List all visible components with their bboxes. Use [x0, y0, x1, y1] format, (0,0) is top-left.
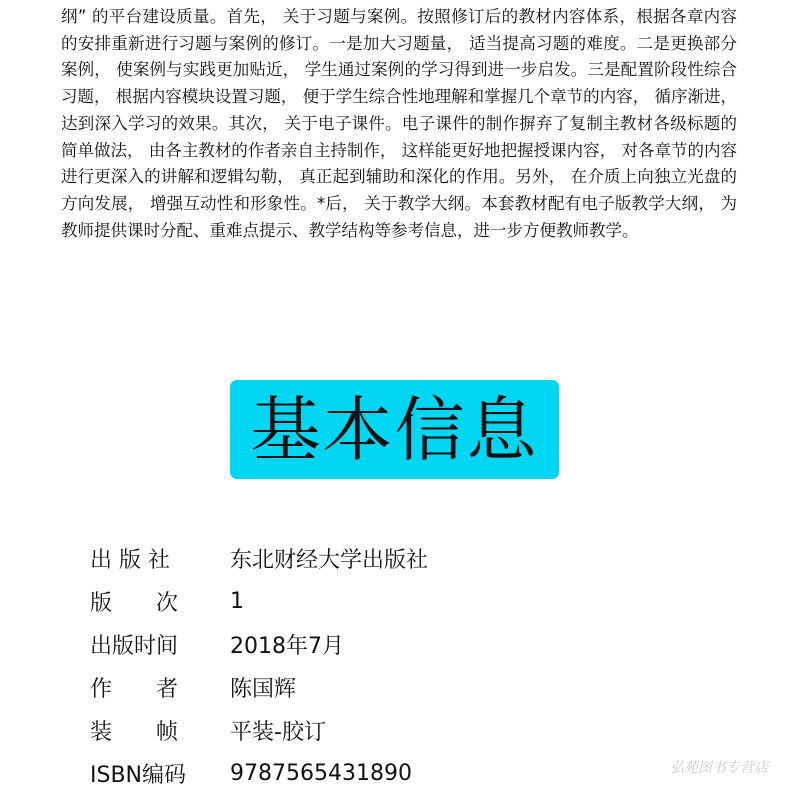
- info-list: [90, 537, 428, 795]
- info-label: 装 帧: [90, 720, 179, 745]
- info-value: 2018年7月: [230, 634, 344, 659]
- section-banner: [230, 380, 559, 479]
- info-label: 版 次: [90, 591, 179, 616]
- info-label: 出版时间: [90, 634, 179, 659]
- info-value: 1: [230, 589, 244, 614]
- info-row-edition: [90, 580, 428, 623]
- info-row-publish-date: [90, 623, 428, 666]
- info-value: 9787565431890: [230, 761, 412, 786]
- info-value: 东北财经大学出版社: [230, 548, 429, 573]
- info-row-isbn: [90, 752, 428, 795]
- info-row-publisher: [90, 537, 428, 580]
- info-label: ISBN编码: [90, 763, 187, 788]
- info-row-binding: [90, 709, 428, 752]
- info-value: 陈国辉: [230, 677, 297, 702]
- info-label: 出 版 社: [90, 548, 170, 573]
- intro-paragraph: 纲” 的平台建设质量。首先， 关于习题与案例。按照修订后的教材内容体系，根据各章内容的安排重新进行习题与案例的修订。一是加大习题量， 适当提高习题的难度。二是更换部分案例， 使案例与实践更加贴近， 学生通过案例的学习得到进一步启发。三是配置阶段性综合习题， 根据内容模块设置习题， 便于学生综合性地理解和掌握几个章节的内容， 循序渐进， 达到深入学习的效果。其次， 关于电子课件。电子课件的制作摒弃了复制主教材各级标题的简单做法， 由各主教材的作者亲自主持制作， 这样能更好地把握授课内容， 对各章节的内容进行更深入的讲解和逻辑勾勒， 真正起到辅助和深化的作用。另外， 在介质上向独立光盘的方向发展， 增强互动性和形象性。*后， 关于教学大纲。本套教材配有电子版教学大纲， 为教师提供课时分配、重难点提示、教学结构等参考信息，进一步方便教师教学。: [61, 7, 737, 240]
- banner-title: 基本信息: [250, 388, 539, 471]
- info-label: 作 者: [90, 677, 179, 702]
- info-value: 平装-胶订: [230, 720, 326, 745]
- store-watermark: 弘苑图书专营店: [670, 760, 768, 776]
- info-row-author: [90, 666, 428, 709]
